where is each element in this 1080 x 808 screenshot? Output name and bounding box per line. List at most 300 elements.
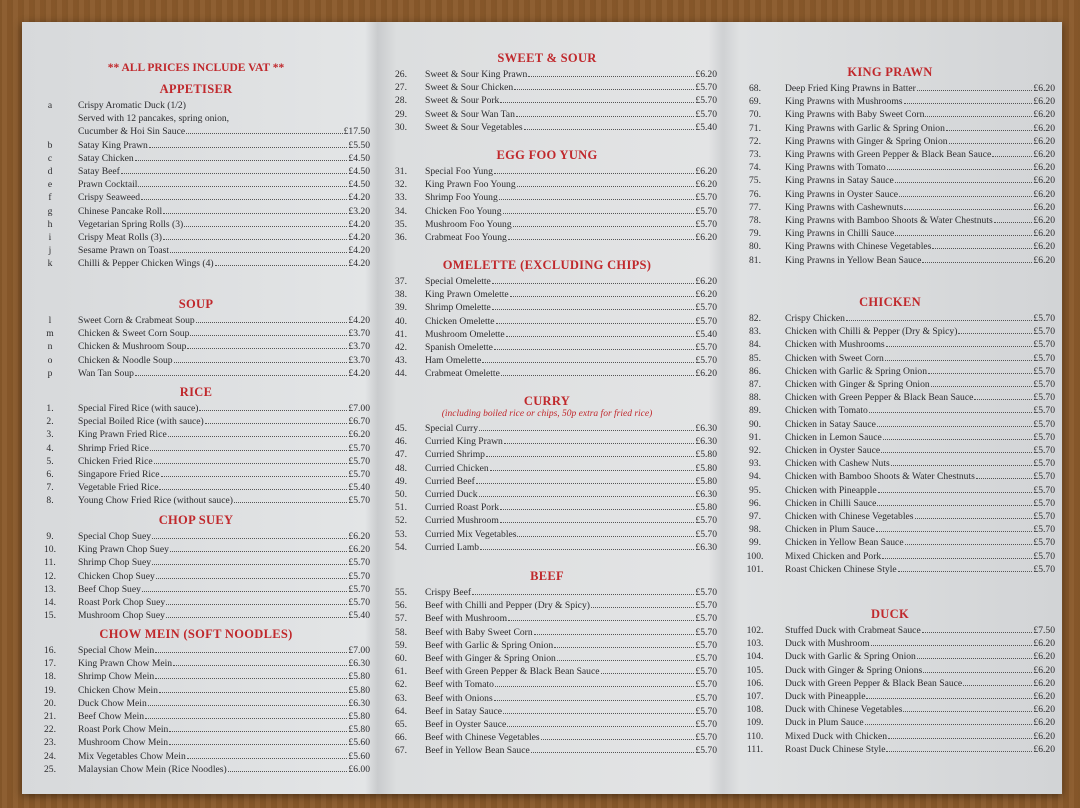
item-number: 38. [395,289,407,301]
menu-item [377,315,717,328]
item-name: Special Omelette [425,276,491,287]
item-name: Chicken with Bamboo Shoots & Water Chestnuts [785,471,975,483]
menu-item [22,231,370,244]
item-name: Duck with Ginger & Spring Onions [785,664,923,676]
leader-dots [917,90,1033,91]
menu-item [725,523,1055,536]
leader-dots [881,452,1032,453]
item-name: Curried Roast Pork [425,502,500,514]
leader-dots [173,665,347,666]
item-price: £6.20 [1033,228,1055,240]
menu-item [725,214,1055,227]
item-number: 100. [746,550,764,562]
item-name: Curried Chicken [425,462,489,474]
leader-dots [503,213,695,214]
item-price: £5.70 [1033,392,1055,404]
leader-dots [541,739,695,740]
menu-item [22,697,370,710]
item-name: Sweet & Sour Vegetables [425,121,523,133]
item-price: £6.20 [695,166,717,177]
item-name: Chicken with Pineapple [785,484,877,496]
leader-dots [917,658,1033,659]
menu-item [377,288,717,301]
menu-item [725,637,1055,650]
menu-item [22,763,370,776]
item-name: Sweet & Sour Chicken [425,82,514,94]
item-number: 104. [746,651,764,663]
section-rice [22,385,370,508]
item-price: £5.70 [1033,537,1055,549]
item-price: £5.80 [348,724,370,736]
item-price: £6.30 [348,658,370,670]
item-name: King Prawn Chop Suey [78,544,169,556]
item-price: £6.20 [1033,691,1055,703]
menu-item [377,612,717,625]
leader-dots [885,360,1033,361]
item-number: 32. [395,179,407,191]
item-number: 63. [395,692,407,704]
leader-dots [501,375,695,376]
item-price: £6.20 [1033,122,1055,134]
item-number: 105. [746,664,764,676]
menu-item [725,536,1055,549]
section-curry [377,394,717,554]
item-name: King Prawns with Mushrooms [785,96,903,108]
item-price: £5.70 [1033,326,1055,338]
item-price: £4.20 [348,258,370,270]
leader-dots [886,346,1033,347]
leader-dots [922,632,1033,633]
leader-dots [149,147,348,148]
item-number: 96. [749,497,761,509]
item-price: £5.70 [695,355,717,367]
item-number: l [48,315,52,326]
item-number: 103. [746,638,764,650]
menu-item [377,665,717,678]
menu-item [22,178,370,191]
leader-dots [234,502,347,503]
menu-item [22,455,370,468]
item-name: Mushroom Foo Young [425,218,512,230]
menu-item [725,95,1055,108]
item-number: 21. [44,711,56,723]
item-name: Curried Beef [425,475,475,487]
item-price: £5.70 [695,626,717,638]
item-price: £4.20 [348,192,370,204]
leader-dots [170,252,347,253]
menu-item [725,650,1055,663]
item-price: £5.70 [348,557,370,569]
item-number: 101. [746,563,764,575]
item-name: Chicken Omelette [425,315,495,327]
section-egg-foo-yung [377,148,717,244]
leader-dots [169,744,347,745]
menu-item [725,484,1055,497]
leader-dots [494,349,694,350]
item-name: Chicken in Oyster Sauce [785,445,881,457]
menu-item [22,139,370,152]
menu-item [22,570,370,583]
leader-dots [159,489,347,490]
leader-dots [517,186,695,187]
menu-item [725,135,1055,148]
menu-item [725,677,1055,690]
item-number: 72. [749,135,761,147]
leader-dots [846,320,1032,321]
leader-dots [871,645,1033,646]
item-number: 85. [749,352,761,364]
menu-item [22,218,370,231]
item-number: 3. [46,429,54,441]
item-number: 2. [46,416,54,428]
item-name: Curried Mushroom [425,515,499,527]
item-name: Special Fired Rice (with sauce) [78,403,199,414]
menu-item [377,108,717,121]
menu-item [377,341,717,354]
item-list [22,402,370,508]
item-number: 69. [749,96,761,108]
menu-item [22,583,370,596]
section-title: CHICKEN [859,295,921,309]
item-number: f [48,192,52,204]
menu-item [22,152,370,165]
section-title: KING PRAWN [847,65,933,79]
item-price: £5.70 [695,745,717,757]
section-king-prawn [725,65,1055,267]
item-price: £5.70 [1033,418,1055,430]
menu-item [377,639,717,652]
menu-item [725,227,1055,240]
menu-item [377,231,717,244]
item-number: 106. [746,677,764,689]
item-price: £5.80 [695,502,717,514]
item-price: £5.70 [695,666,717,678]
menu-item [725,378,1055,391]
item-list [725,312,1055,576]
item-name: Satay King Prawn [78,139,148,151]
item-price: £5.70 [1033,484,1055,496]
item-price: £5.40 [348,482,370,494]
menu-item [22,596,370,609]
item-price: £5.70 [1033,339,1055,351]
leader-dots [922,262,1032,263]
section-sweet-sour [377,51,717,134]
leader-dots [494,173,695,174]
item-number: 23. [44,737,56,749]
section-duck [725,607,1055,756]
item-name: Chicken Fried Rice [78,455,153,467]
leader-dots [142,591,348,592]
leader-dots [161,476,348,477]
item-name: Crabmeat Omelette [425,368,500,380]
leader-dots [503,713,694,714]
item-number: 102. [746,625,764,636]
item-name: Mushroom Chow Mein [78,737,169,749]
item-name: Roast Chicken Chinese Style [785,563,897,575]
menu-item [725,201,1055,214]
menu-item [377,275,717,288]
menu-item [377,501,717,514]
menu-item [725,108,1055,121]
menu-item [725,624,1055,637]
item-number: 18. [44,671,56,683]
item-list [22,530,370,622]
item-number: 19. [44,684,56,696]
item-number: 71. [749,122,761,134]
menu-item [22,481,370,494]
item-name: Duck with Green Pepper & Black Bean Sauce [785,677,963,689]
item-number: 30. [395,121,407,133]
item-list [377,586,717,758]
item-name: Stuffed Duck with Crabmeat Sauce [785,625,921,636]
leader-dots [887,169,1033,170]
item-name: Crispy Seaweed [78,192,141,204]
menu-item [377,178,717,191]
item-name: Beef with Garlic & Spring Onion [425,639,554,651]
item-name: Beef Chop Suey [78,583,141,595]
leader-dots [524,129,695,130]
menu-item [22,442,370,455]
leader-dots [878,492,1033,493]
menu-item [725,550,1055,563]
section-soup [22,297,370,380]
item-number: 88. [749,392,761,404]
menu-item [22,205,370,218]
leader-dots [500,522,695,523]
item-number: 42. [395,342,407,354]
item-name: Mix Vegetables Chow Mein [78,750,186,762]
menu-item [22,402,370,415]
menu-item [725,148,1055,161]
item-number: 22. [44,724,56,736]
item-name: Curried King Prawn [425,436,503,448]
menu-item [725,730,1055,743]
item-number: 74. [749,162,761,174]
leader-dots [949,143,1033,144]
menu-item [22,367,370,380]
item-number: 11. [44,557,56,569]
item-price: £5.70 [695,692,717,704]
item-number: 40. [395,315,407,327]
item-number: j [48,245,52,257]
item-price: £6.30 [695,436,717,448]
item-price: £5.80 [348,711,370,723]
item-name: Shrimp Fried Rice [78,442,149,454]
item-price: £5.70 [695,587,717,598]
item-price: £5.70 [1033,365,1055,377]
item-name: Chicken Foo Young [425,205,502,217]
item-number: 99. [749,537,761,549]
leader-dots [152,564,347,565]
item-name: Beef with Baby Sweet Corn [425,626,533,638]
menu-item [377,488,717,501]
item-name: Beef with Onions [425,692,493,704]
menu-item [22,657,370,670]
menu-item [22,644,370,657]
menu-item [22,750,370,763]
item-number: 84. [749,339,761,351]
item-price: £5.60 [348,737,370,749]
item-price: £6.20 [1033,638,1055,650]
menu-item [22,112,370,125]
leader-dots [994,222,1033,223]
item-name: Vegetarian Spring Rolls (3) [78,218,184,230]
item-name: Chicken & Noodle Soup [78,354,173,366]
item-price: £6.20 [1033,704,1055,716]
menu-item [377,205,717,218]
item-price: £5.70 [348,442,370,454]
item-number: 50. [395,489,407,501]
item-number: 28. [395,95,407,107]
item-name: Beef Chow Mein [78,711,145,723]
leader-dots [869,412,1033,413]
menu-item [22,609,370,622]
menu-item [377,422,717,435]
item-name: Shrimp Chow Mein [78,671,155,683]
item-name: Young Chow Fried Rice (without sauce) [78,495,233,507]
item-name: Chicken Chow Mein [78,684,158,696]
item-number: 89. [749,405,761,417]
leader-dots [170,551,348,552]
leader-dots [557,660,695,661]
leader-dots [510,296,695,297]
item-price: £4.20 [348,315,370,326]
leader-dots [500,509,694,510]
item-name: Mushroom Chop Suey [78,610,165,622]
item-name: Prawn Cocktail [78,179,138,191]
item-price: £6.20 [695,69,717,80]
item-price: £5.70 [695,315,717,327]
item-price: £5.40 [348,610,370,622]
item-price: £5.70 [695,639,717,651]
item-number: 10. [44,544,56,556]
item-name: Beef in Yellow Bean Sauce [425,745,530,757]
item-number: 52. [395,515,407,527]
item-number: 56. [395,600,407,612]
item-number: 62. [395,679,407,691]
leader-dots [915,518,1033,519]
menu-item [725,690,1055,703]
item-price: £6.20 [1033,730,1055,742]
item-price: £5.70 [1033,471,1055,483]
leader-dots [186,133,342,134]
item-price: £5.70 [695,613,717,625]
item-price: £6.20 [1033,96,1055,108]
menu-item [725,664,1055,677]
item-name: King Prawn Foo Young [425,179,516,191]
item-number: 78. [749,215,761,227]
item-name: Special Chow Mein [78,645,155,656]
item-price: £5.70 [1033,550,1055,562]
menu-column-right [725,22,1055,794]
item-number: 34. [395,205,407,217]
item-number: 54. [395,541,407,553]
item-number: i [48,232,52,244]
leader-dots [507,726,694,727]
leader-dots [500,102,694,103]
item-name: King Prawns in Satay Sauce [785,175,894,187]
menu-item [377,731,717,744]
item-name: Satay Beef [78,166,120,178]
menu-item [22,556,370,569]
leader-dots [876,531,1033,532]
item-name: Sweet & Sour Wan Tan [425,108,515,120]
item-name: Crispy Chicken [785,313,845,324]
item-number: 110. [746,730,764,742]
item-price: £5.40 [695,328,717,340]
leader-dots [495,686,694,687]
item-number: 64. [395,705,407,717]
item-number: 51. [395,502,407,514]
menu-item [725,254,1055,267]
menu-item [377,367,717,380]
leader-dots [163,239,347,240]
item-name: Sweet Corn & Crabmeat Soup [78,315,195,326]
menu-item [725,391,1055,404]
section-title: RICE [179,385,213,399]
menu-item [377,218,717,231]
item-price: £5.70 [348,495,370,507]
menu-item [725,188,1055,201]
item-number: 80. [749,241,761,253]
menu-item [725,510,1055,523]
item-number: n [47,341,53,353]
section-beef [377,569,717,758]
item-name: Satay Chicken [78,152,134,164]
item-price: £4.50 [348,152,370,164]
item-price: £5.70 [695,653,717,665]
leader-dots [591,607,694,608]
menu-item [22,354,370,367]
item-number: 95. [749,484,761,496]
item-price: £5.80 [695,462,717,474]
item-name: Chicken Chop Suey [78,570,155,582]
leader-dots [479,496,695,497]
leader-dots [904,103,1033,104]
item-number: 70. [749,109,761,121]
item-price: £5.70 [695,679,717,691]
item-price: £6.20 [1033,83,1055,94]
item-name: Chicken with Cashew Nuts [785,458,890,470]
menu-item [22,543,370,556]
item-name: Mushroom Omelette [425,328,505,340]
menu-item [22,723,370,736]
item-price: £6.20 [1033,241,1055,253]
menu-item [377,652,717,665]
item-number: 20. [44,697,56,709]
menu-item [377,191,717,204]
item-name: Chicken with Tomato [785,405,868,417]
item-list [22,644,370,776]
item-name: Mixed Duck with Chicken [785,730,888,742]
menu-item [725,497,1055,510]
item-price: £6.20 [1033,109,1055,121]
item-name: Crispy Beef [425,587,472,598]
leader-dots [601,673,695,674]
item-number: 83. [749,326,761,338]
item-price: £7.50 [1033,625,1055,636]
section-title: CURRY [523,394,571,408]
item-name: Shrimp Foo Young [425,192,498,204]
item-price: £5.70 [348,597,370,609]
item-name: Mixed Chicken and Pork [785,550,882,562]
leader-dots [513,226,695,227]
item-name: King Prawn Fried Rice [78,429,167,441]
item-price: £5.70 [1033,431,1055,443]
item-list [377,275,717,381]
section-chop-suey [22,513,370,622]
section-chicken [725,295,1055,576]
